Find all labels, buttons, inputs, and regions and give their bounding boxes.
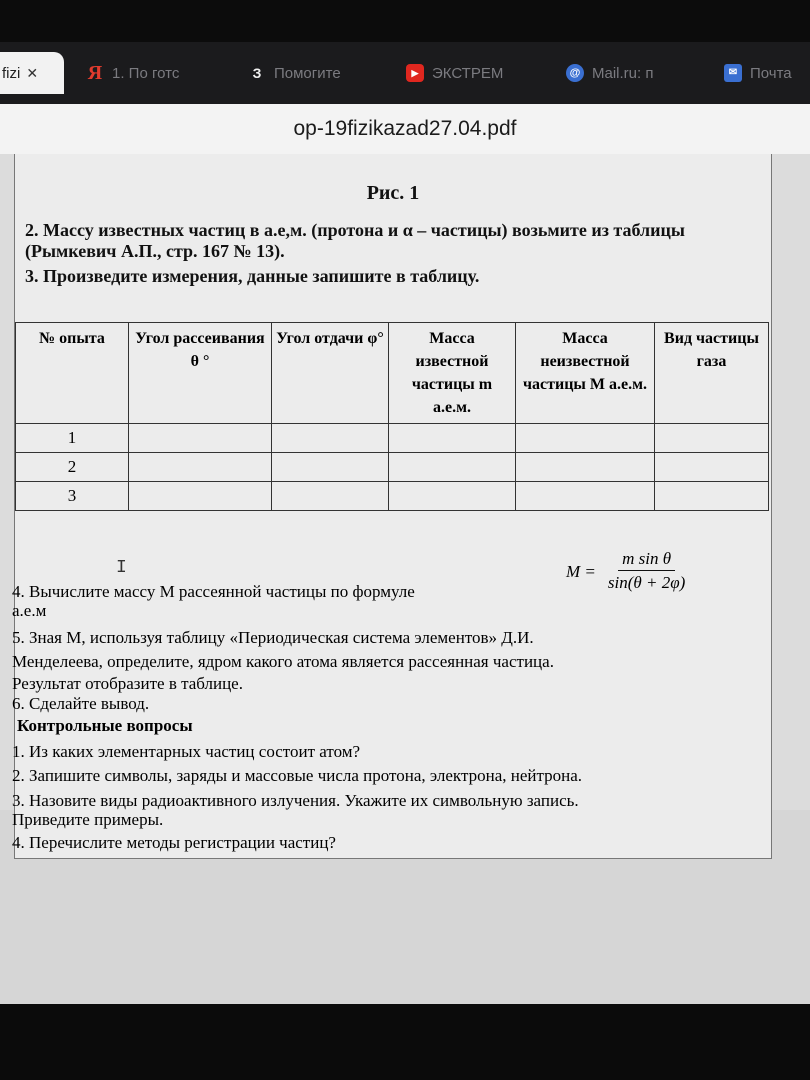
item-2-line-1: 2. Массу известных частиц в а.е,м. (протона и α – частицы) возьмите из таблицы [25,220,685,240]
formula-numerator: m sin θ [618,548,675,571]
table-cell [389,424,516,453]
header-gas-particle: Вид частицы газа [655,323,769,424]
item-5-line-1: 5. Зная М, используя таблицу «Периодическая система элементов» Д.И. [12,628,534,647]
formula-denominator: sin(θ + 2φ) [607,573,686,592]
item-3: 3. Произведите измерения, данные запишите в таблицу. [25,266,480,286]
screen-bezel [0,1004,810,1080]
tab-yandex[interactable] [86,52,179,94]
item-4-line-1: 4. Вычислите массу М рассеянной частицы по формуле [12,582,415,601]
row-number: 3 [16,482,129,511]
text-cursor-icon: I [116,558,127,578]
pdf-title-bar [0,104,810,155]
tab-label: Почта [750,64,792,82]
table-row [16,424,769,453]
question-4: 4. Перечислите методы регистрации частиц? [12,833,336,852]
table-cell [129,482,272,511]
tab-pdf-active[interactable] [0,52,64,94]
item-5-line-2: Менделеева, определите, ядром какого атома является рассеянная частица. [12,652,554,671]
item-6: 6. Сделайте вывод. [12,694,150,713]
tab-label: Помогите [274,64,341,82]
table-cell [516,424,655,453]
table-header-row [16,323,769,424]
tab-label: ЭКСТРЕМ [432,64,504,82]
table-cell [272,424,389,453]
item-2-line-2: (Рымкевич А.П., стр. 167 № 13). [25,241,285,261]
table-cell [655,482,769,511]
table-row [16,453,769,482]
table-cell [516,453,655,482]
item-4-line-2: а.е.м [12,601,47,620]
table-cell [389,453,516,482]
control-questions-heading: Контрольные вопросы [17,716,193,735]
table-cell [129,453,272,482]
row-number: 2 [16,453,129,482]
table-row [16,482,769,511]
tab-label: Mail.ru: п [592,64,654,82]
header-scatter-angle: Угол рассеивания θ ° [129,323,272,424]
header-known-mass: Масса известной частицы m а.е.м. [389,323,516,424]
header-experiment-no: № опыта [16,323,129,424]
question-1: 1. Из каких элементарных частиц состоит атом? [12,742,361,761]
pdf-viewer[interactable] [0,154,810,1004]
browser-tab-bar [0,42,810,104]
tab-mail[interactable] [566,52,653,94]
question-3-line-2: Приведите примеры. [12,810,164,829]
tab-label: fizi [2,64,21,82]
pdf-filename: op-19fizikazad27.04.pdf [293,117,517,140]
tab-youtube[interactable] [406,52,503,94]
table-cell [655,424,769,453]
question-3-line-1: 3. Назовите виды радиоактивного излучения. Укажите их символьную запись. [12,791,579,810]
table-cell [516,482,655,511]
item-5-line-3: Результат отобразите в таблице. [12,674,243,693]
close-tab-icon[interactable]: ✕ [26,64,39,81]
znanija-icon: З [252,65,262,81]
tab-label: 1. По готс [112,64,180,82]
table-cell [389,482,516,511]
formula-lhs: M = [566,561,596,581]
table-cell [129,424,272,453]
measurement-table [15,322,769,511]
figure-caption: Рис. 1 [366,182,420,204]
mail-icon: @ [566,64,584,82]
table-cell [272,453,389,482]
table-cell [272,482,389,511]
row-number: 1 [16,424,129,453]
table-cell [655,453,769,482]
youtube-icon: ▶ [406,64,424,82]
header-recoil-angle: Угол отдачи φ° [272,323,389,424]
question-2: 2. Запишите символы, заряды и массовые числа протона, электрона, нейтрона. [12,766,583,785]
tab-post[interactable] [724,52,792,94]
tab-znanija[interactable] [248,52,341,94]
yandex-icon: Я [87,62,103,84]
header-unknown-mass: Масса неизвестной частицы М а.е.м. [516,323,655,424]
post-icon: ✉ [724,64,742,82]
